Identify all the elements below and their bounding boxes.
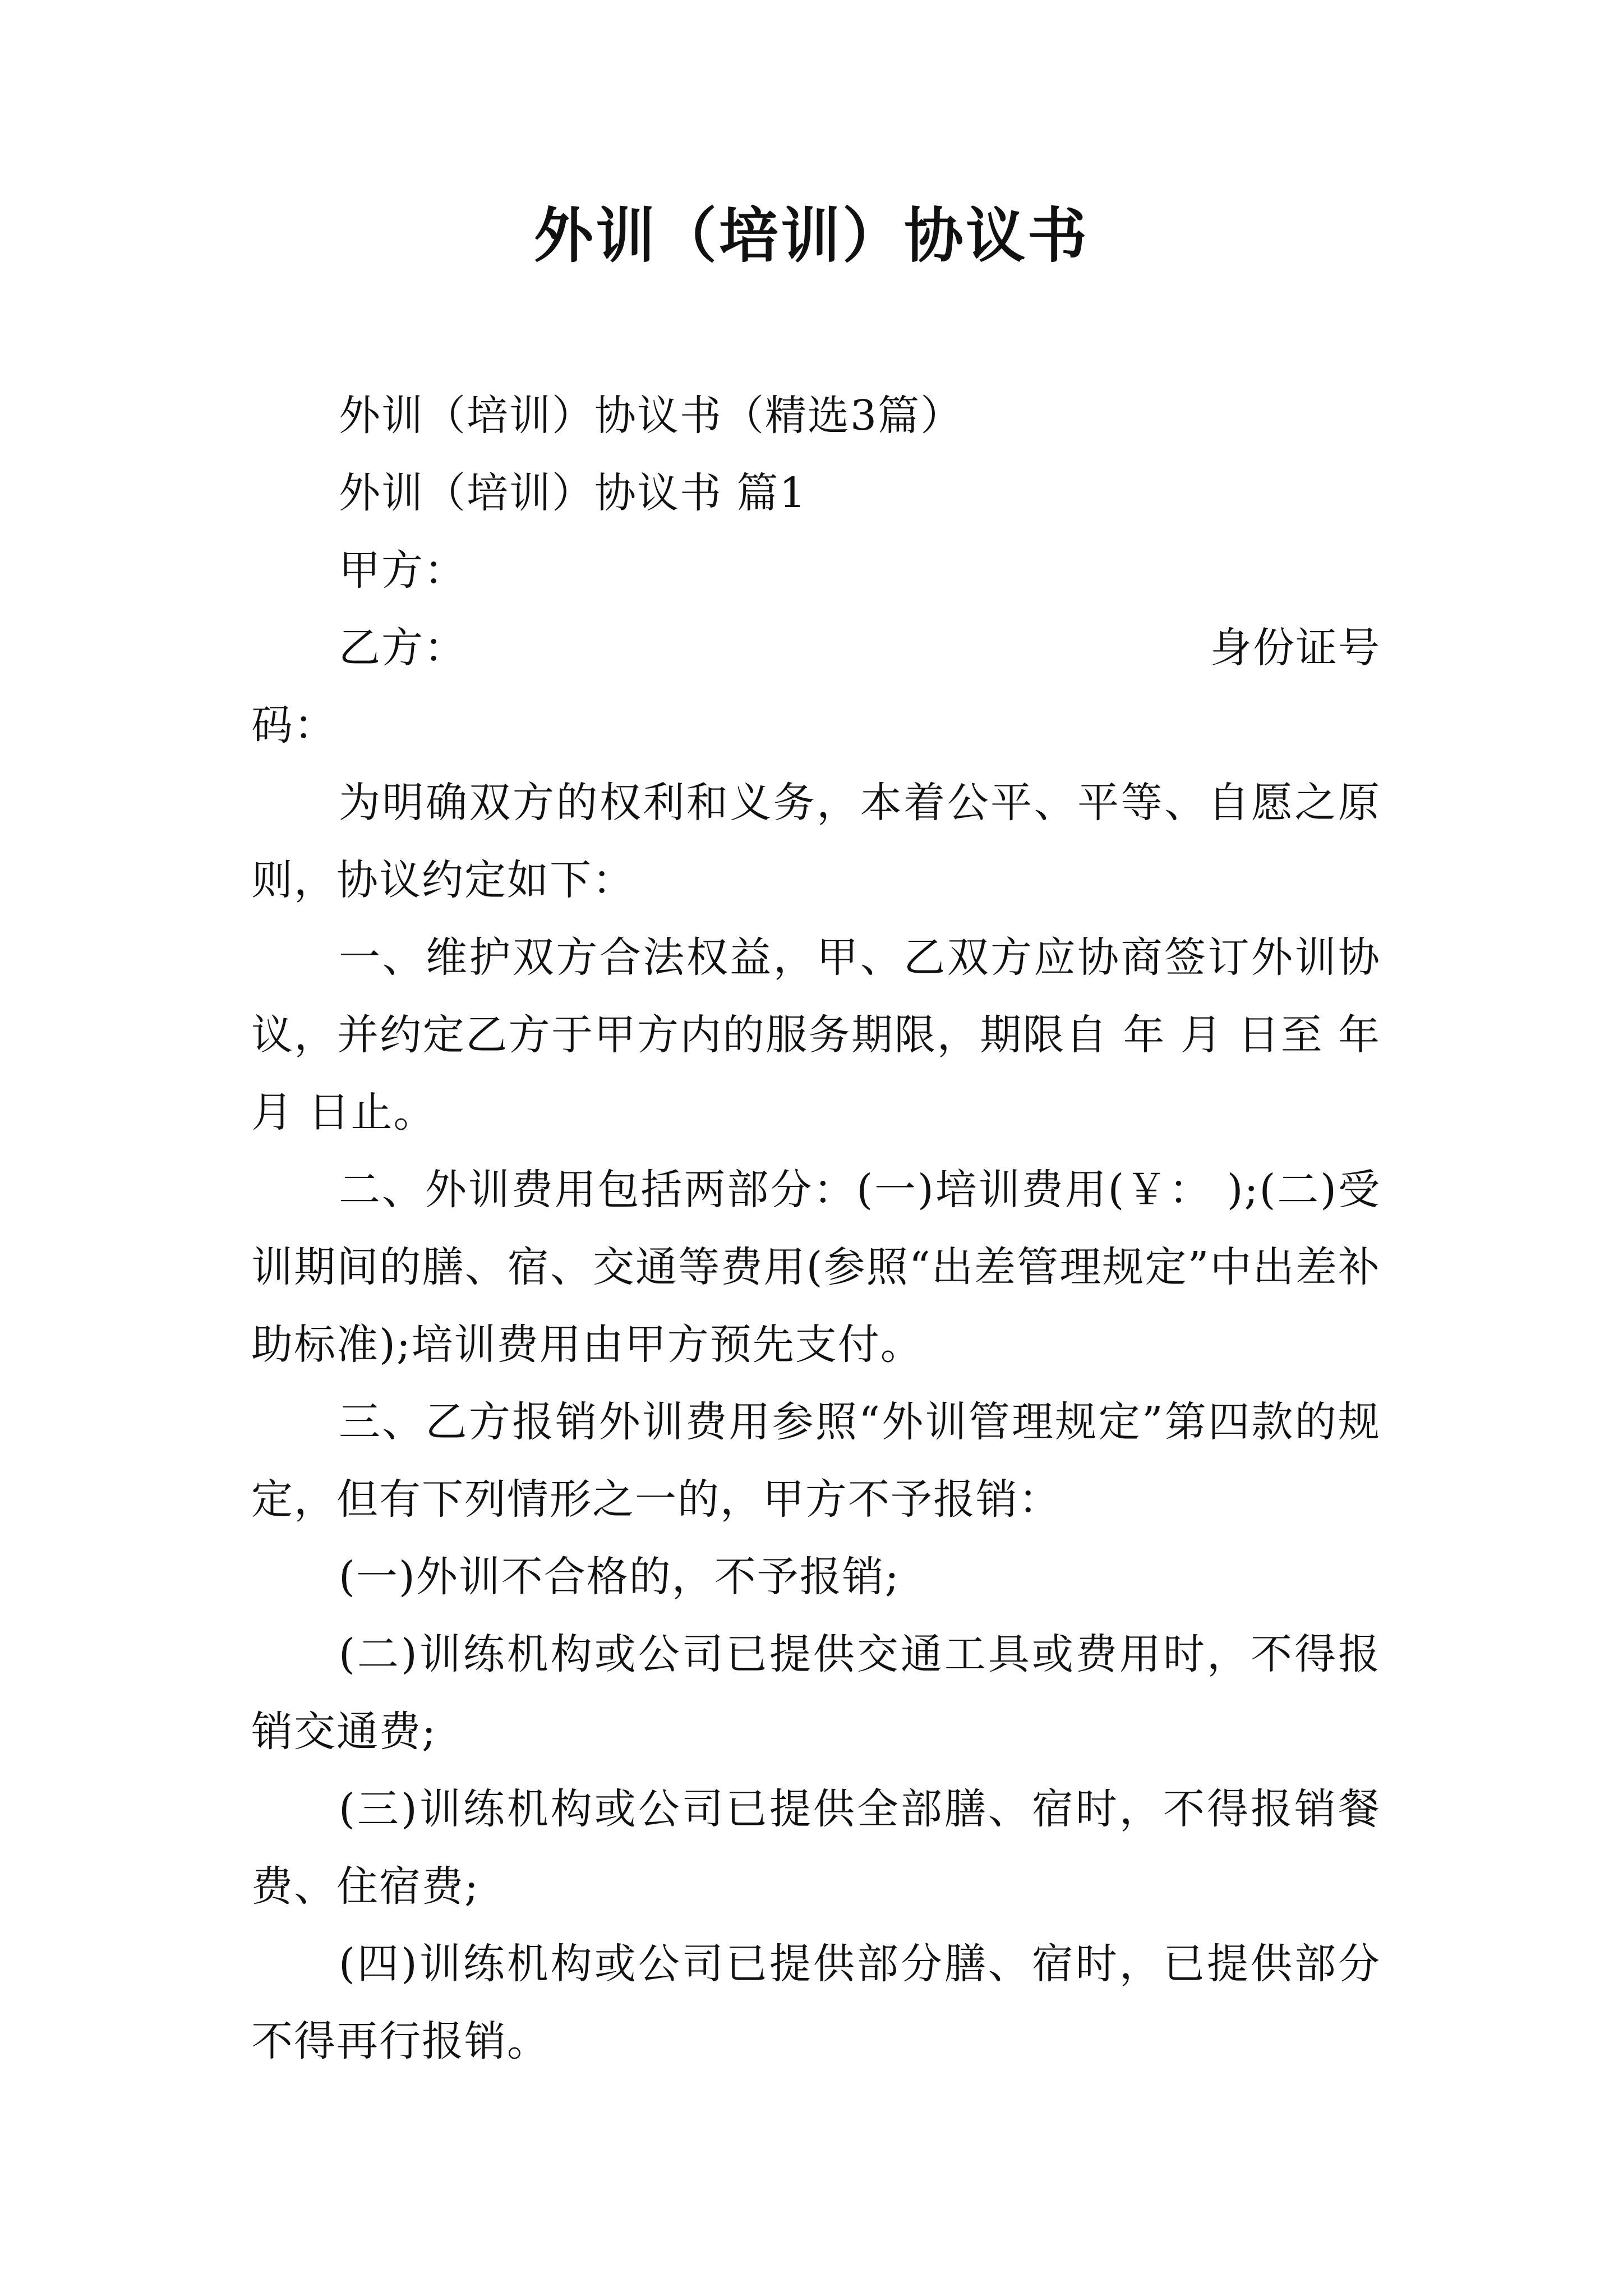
id-number-label: 身份证号: [1210, 624, 1381, 672]
paragraph-item-3: (三)训练机构或公司已提供全部膳、宿时，不得报销餐费、住宿费;: [251, 1785, 1381, 1911]
id-number-label-continued: 码：: [251, 701, 336, 749]
party-b-row: [251, 609, 1381, 687]
subtitle-line: 外训（培训）协议书（精选3篇）: [339, 392, 963, 440]
paragraph-clause-3: 三、乙方报销外训费用参照“外训管理规定”第四款的规定，但有下列情形之一的，甲方不予报销：: [251, 1398, 1381, 1524]
section-heading: 外训（培训）协议书 篇1: [339, 469, 807, 517]
party-b-label: 乙方：: [339, 624, 467, 672]
paragraph-item-1: (一)外训不合格的，不予报销;: [339, 1553, 900, 1601]
document-title: 外训（培训）协议书: [534, 200, 1089, 270]
document-body: [251, 377, 1381, 2080]
paragraph-item-2: (二)训练机构或公司已提供交通工具或费用时，不得报销交通费;: [251, 1630, 1381, 1756]
paragraph-preamble: 为明确双方的权利和义务，本着公平、平等、自愿之原则，协议约定如下：: [251, 779, 1381, 904]
party-a-line: 甲方：: [339, 546, 467, 595]
paragraph-item-4: (四)训练机构或公司已提供部分膳、宿时，已提供部分不得再行报销。: [251, 1940, 1381, 2065]
paragraph-clause-1: 一、维护双方合法权益，甲、乙双方应协商签订外训协议，并约定乙方于甲方内的服务期限，期限自 年 月 日至 年 月 日止。: [251, 933, 1381, 1137]
paragraph-clause-2: 二、外训费用包括两部分：(一)培训费用(￥： );(二)受训期间的膳、宿、交通等费用(参照“出差管理规定”中出差补助标准);培训费用由甲方预先支付。: [251, 1166, 1381, 1369]
